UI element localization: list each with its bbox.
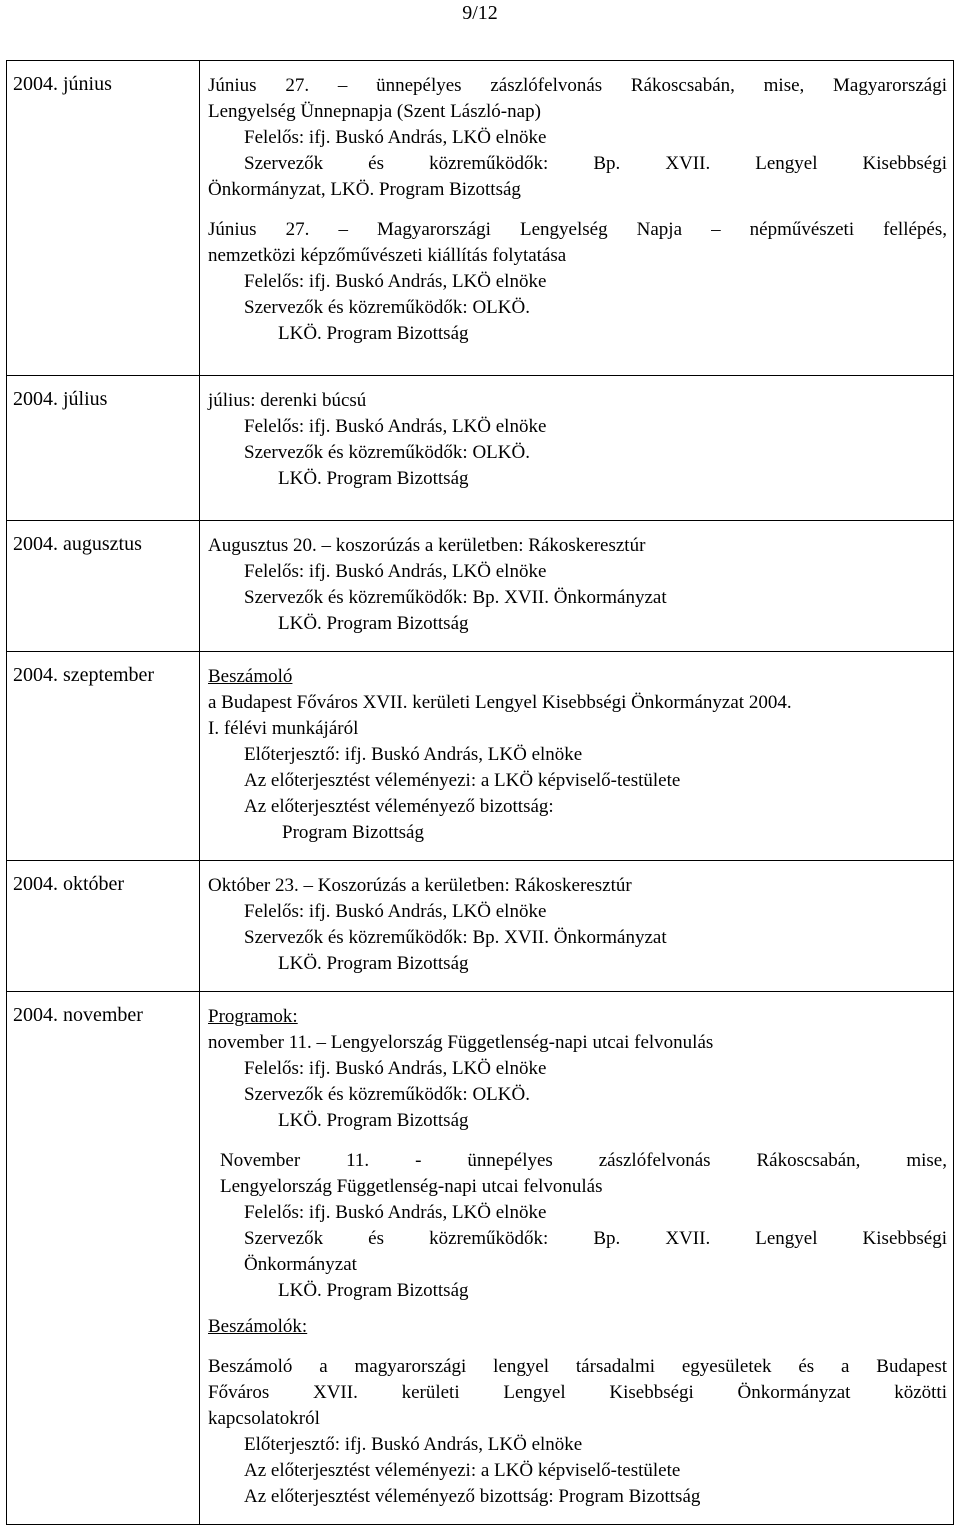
month-cell: 2004. október [7,861,200,992]
month-cell: 2004. november [7,992,200,1525]
event-title-cont: Lengyelország Függetlenség-napi utcai felvonulás [220,1176,603,1197]
presenter-line: Előterjesztő: ifj. Buskó András, LKÖ elnöke [244,1434,583,1455]
table-row [7,521,954,652]
event-title: Augusztus 20. – koszorúzás a kerületben: Rákoskeresztúr [208,535,646,556]
responsible-line: Felelős: ifj. Buskó András, LKÖ elnöke [244,271,547,292]
event-title-cont: nemzetközi képzőművészeti kiállítás folytatása [208,245,567,266]
responsible-line: Felelős: ifj. Buskó András, LKÖ elnöke [244,561,547,582]
event-title: Június 27. – Magyarországi Lengyelség Napja – népművészeti fellépés, [208,219,947,240]
report-title: a Budapest Főváros XVII. kerületi Lengyel Kisebbségi Önkormányzat 2004. [208,692,792,713]
organizers-line: Szervezők és közreműködők: Bp. XVII. Lengyel Kisebbségi [244,1228,947,1249]
table-row [7,61,954,376]
event-cell [200,521,954,652]
responsible-line: Felelős: ifj. Buskó András, LKÖ elnöke [244,416,547,437]
organizers-line: Szervezők és közreműködők: Bp. XVII. Önkormányzat [244,927,667,948]
organizers-line: Szervezők és közreműködők: OLKÖ. [244,297,530,318]
responsible-line: Felelős: ifj. Buskó András, LKÖ elnöke [244,901,547,922]
month-cell: 2004. június [7,61,200,376]
event-title: Június 27. – ünnepélyes zászlófelvonás Rákoscsabán, mise, Magyarországi [208,75,947,96]
report-title-cont: I. félévi munkájáról [208,718,359,739]
event-cell [200,61,954,376]
table-row [7,376,954,521]
event-title: Október 23. – Koszorúzás a kerületben: Rákoskeresztúr [208,875,632,896]
organizers-line: Szervezők és közreműködők: Bp. XVII. Önkormányzat [244,587,667,608]
reviewing-committee-line: Az előterjesztést véleményező bizottság: [244,796,554,817]
schedule-table [6,60,954,1525]
report-heading: Beszámoló [208,666,293,687]
month-cell: 2004. szeptember [7,652,200,861]
committee-line: LKÖ. Program Bizottság [278,613,469,634]
report-title: Beszámoló a magyarországi lengyel társadalmi egyesületek és a Budapest [208,1356,947,1377]
responsible-line: Felelős: ifj. Buskó András, LKÖ elnöke [244,1058,547,1079]
organizers-line: Szervezők és közreműködők: OLKÖ. [244,1084,530,1105]
event-title: November 11. - ünnepélyes zászlófelvonás Rákoscsabán, mise, [220,1150,947,1171]
committee-line: LKÖ. Program Bizottság [278,323,469,344]
event-cell [200,861,954,992]
table-row [7,652,954,861]
table-row [7,861,954,992]
report-title-cont: Főváros XVII. kerületi Lengyel Kisebbségi Önkormányzat közötti [208,1382,947,1403]
responsible-line: Felelős: ifj. Buskó András, LKÖ elnöke [244,127,547,148]
sub-event [208,1148,947,1304]
event-title: július: derenki búcsú [208,390,367,411]
programs-heading: Programok: [208,1006,298,1027]
organizers-line-cont: Önkormányzat, LKÖ. Program Bizottság [208,179,521,200]
organizers-line-cont: Önkormányzat [244,1254,357,1275]
committee-line: LKÖ. Program Bizottság [278,468,469,489]
event-cell [200,376,954,521]
event-cell [200,992,954,1525]
committee-line: LKÖ. Program Bizottság [278,1280,469,1301]
month-cell: 2004. augusztus [7,521,200,652]
organizers-line: Szervezők és közreműködők: OLKÖ. [244,442,530,463]
month-cell: 2004. július [7,376,200,521]
event-cell [200,652,954,861]
reviewer-line: Az előterjesztést véleményezi: a LKÖ képviselő-testülete [244,770,681,791]
committee-line: LKÖ. Program Bizottság [278,953,469,974]
reviewer-line: Az előterjesztést véleményezi: a LKÖ képviselő-testülete [244,1460,681,1481]
event-title: november 11. – Lengyelország Függetlenség-napi utcai felvonulás [208,1032,714,1053]
event-title-cont: Lengyelség Ünnepnapja (Szent László-nap) [208,101,541,122]
table-row [7,992,954,1525]
organizers-line: Szervezők és közreműködők: Bp. XVII. Lengyel Kisebbségi [244,153,947,174]
committee-line: Program Bizottság [282,822,424,843]
presenter-line: Előterjesztő: ifj. Buskó András, LKÖ elnöke [244,744,583,765]
report-title-cont: kapcsolatokról [208,1408,320,1429]
committee-line: LKÖ. Program Bizottság [278,1110,469,1131]
reviewing-committee-line: Az előterjesztést véleményező bizottság: Program Bizottság [244,1486,701,1507]
reports-heading: Beszámolók: [208,1316,308,1337]
responsible-line: Felelős: ifj. Buskó András, LKÖ elnöke [244,1202,547,1223]
page-number: 9/12 [462,2,498,24]
